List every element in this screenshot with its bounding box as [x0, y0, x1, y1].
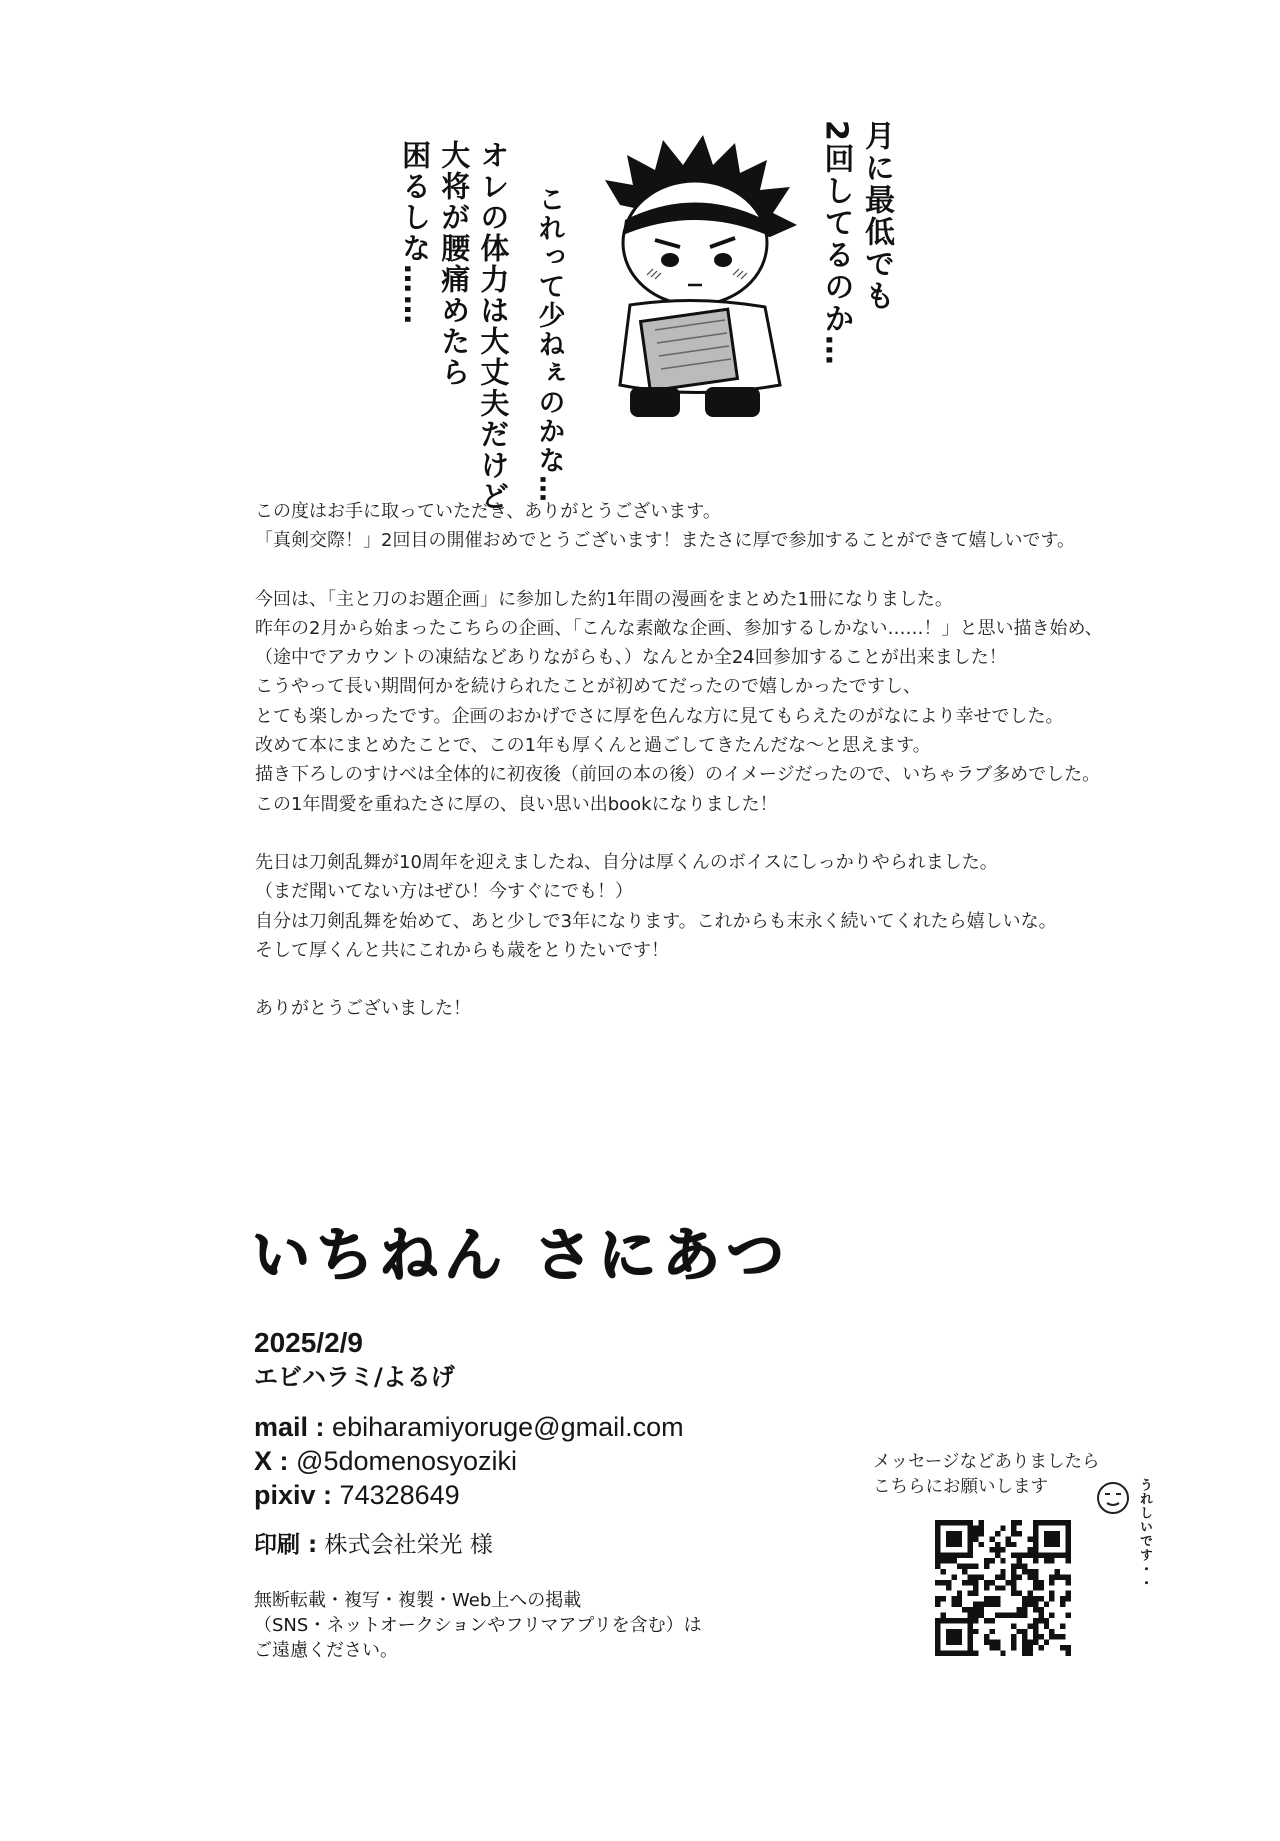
afterword-line: そして厚くんと共にこれからも歳をとりたいです！: [255, 939, 669, 961]
colophon: [254, 1326, 702, 1663]
chibi-character-illustration: [585, 125, 815, 445]
afterword-line: こうやって長い期間何かを続けられたことが初めてだったので嬉しかったですし、: [255, 676, 921, 698]
printer-name: 株式会社栄光 様: [324, 1532, 493, 1558]
afterword-line: とても楽しかったです。企画のおかげでさに厚を色んな方に見てもらえたのがなにより幸せでした。: [255, 705, 1064, 727]
afterword-closing: ありがとうございました！: [255, 998, 471, 1020]
qr-message-line: メッセージなどありましたら: [873, 1452, 1100, 1472]
copyright-notice: [254, 1588, 702, 1663]
speech-middle: これって少ねぇのかな…: [533, 185, 565, 504]
afterword-line: 自分は刀剣乱舞を始めて、あと少しで3年になります。これからも末永く続いてくれたら嬉しいな。: [255, 910, 1057, 932]
afterword: [255, 497, 1185, 1023]
afterword-line: （まだ聞いてない方はぜひ！今すぐにでも！）: [255, 881, 633, 903]
speech-right: 月に最低でも 2回してるのか…: [818, 120, 894, 367]
afterword-line: 昨年の2月から始まったこちらの企画、「こんな素敵な企画、参加するしかない……！」と思い描き始め、: [255, 617, 1103, 639]
happy-note: うれしいです・・: [1137, 1478, 1152, 1590]
printer-row: [254, 1528, 702, 1562]
afterword-line: 先日は刀剣乱舞が10周年を迎えましたね、自分は厚くんのボイスにしっかりやられました。: [255, 851, 998, 873]
book-title: いちねん さにあつ: [252, 1221, 791, 1289]
qr-code[interactable]: [935, 1520, 1071, 1656]
afterword-line: この度はお手に取っていただき、ありがとうございます。: [255, 501, 721, 522]
qr-message: [873, 1450, 1099, 1500]
pixiv-row: [254, 1478, 702, 1512]
x-handle: @5domenosyoziki: [296, 1446, 518, 1476]
afterword-line: 描き下ろしのすけべは全体的に初夜後（前回の本の後）のイメージだったので、いちゃラブ多めでした。: [255, 764, 1101, 786]
smiley-face-icon: [1095, 1480, 1131, 1516]
mail-address: ebiharamiyoruge@gmail.com: [332, 1412, 684, 1442]
x-label: X :: [254, 1446, 289, 1476]
afterword-line: 改めて本にまとめたことで、この1年も厚くんと過ごしてきたんだな〜と思えます。: [255, 735, 931, 757]
mail-row: [254, 1410, 702, 1444]
notice-line: 無断転載・複写・複製・Web上への掲載: [254, 1590, 582, 1611]
x-row: [254, 1444, 702, 1478]
afterword-line: 「真剣交際！」2回目の開催おめでとうございます！またさに厚で参加することができて嬉しいです。: [255, 530, 1076, 552]
mail-label: mail :: [254, 1412, 325, 1442]
qr-message-line: こちらにお願いします: [873, 1477, 1048, 1497]
pixiv-id: 74328649: [339, 1480, 460, 1510]
afterword-line: この1年間愛を重ねたさに厚の、良い思い出bookになりました！: [255, 793, 778, 815]
notice-line: ご遠慮ください。: [254, 1640, 398, 1661]
afterword-line: （途中でアカウントの凍結などありながらも、）なんとか全24回参加することが出来ました！: [255, 647, 1007, 669]
printer-label: 印刷 :: [254, 1532, 318, 1558]
pixiv-label: pixiv :: [254, 1480, 333, 1510]
speech-left: オレの体力は大丈夫だけど 大将が腰痛めたら 困るしな……: [398, 140, 511, 512]
circle-name: エビハラミ/よるげ: [254, 1363, 455, 1391]
publish-date: 2025/2/9: [254, 1327, 363, 1358]
notice-line: （SNS・ネットオークションやフリマアプリを含む）は: [254, 1615, 702, 1636]
afterword-line: 今回は、「主と刀のお題企画」に参加した約1年間の漫画をまとめた1冊になりました。: [255, 588, 953, 610]
